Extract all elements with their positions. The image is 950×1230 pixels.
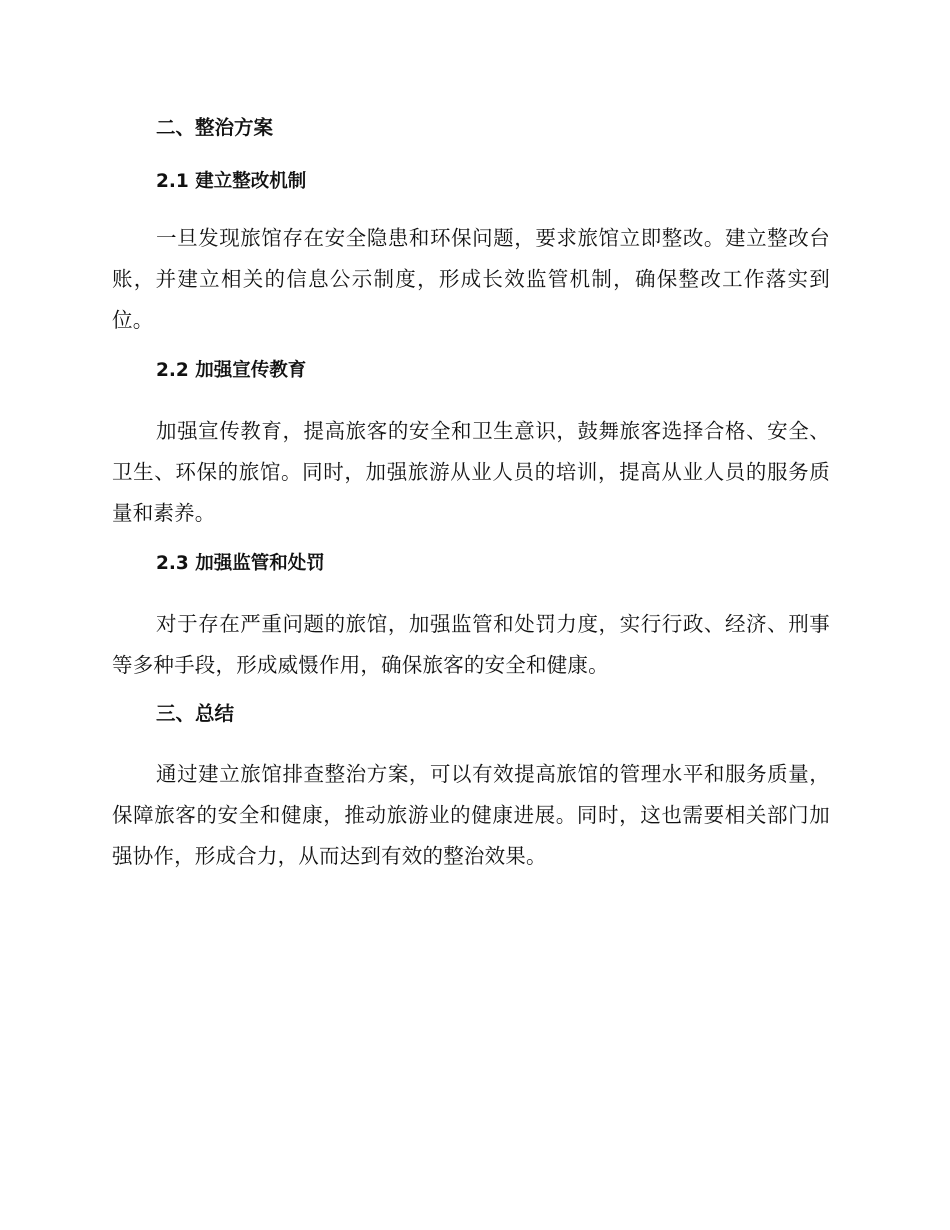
- section-heading-summary: 三、总结: [156, 702, 235, 725]
- subsection-heading-2-1: 2.1 建立整改机制: [156, 171, 307, 192]
- subsection-heading-2-2: 2.2 加强宣传教育: [156, 360, 307, 381]
- paragraph-2-1: 一旦发现旅馆存在安全隐患和环保问题，要求旅馆立即整改。建立整改台账，并建立相关的信息公示制度，形成长效监管机制，确保整改工作落实到位。: [112, 226, 830, 332]
- paragraph-2-3: 对于存在严重问题的旅馆，加强监管和处罚力度，实行行政、经济、刑事等多种手段，形成威慑作用，确保旅客的安全和健康。: [112, 612, 830, 677]
- paragraph-2-2: 加强宣传教育，提高旅客的安全和卫生意识，鼓舞旅客选择合格、安全、卫生、环保的旅馆。同时，加强旅游从业人员的培训，提高从业人员的服务质量和素养。: [112, 419, 830, 525]
- subsection-heading-2-3: 2.3 加强监管和处罚: [156, 553, 325, 574]
- section-heading-plan: 二、整治方案: [156, 116, 274, 139]
- paragraph-summary: 通过建立旅馆排查整治方案，可以有效提高旅馆的管理水平和服务质量，保障旅客的安全和健康，推动旅游业的健康进展。同时，这也需要相关部门加强协作，形成合力，从而达到有效的整治效果。: [112, 762, 830, 868]
